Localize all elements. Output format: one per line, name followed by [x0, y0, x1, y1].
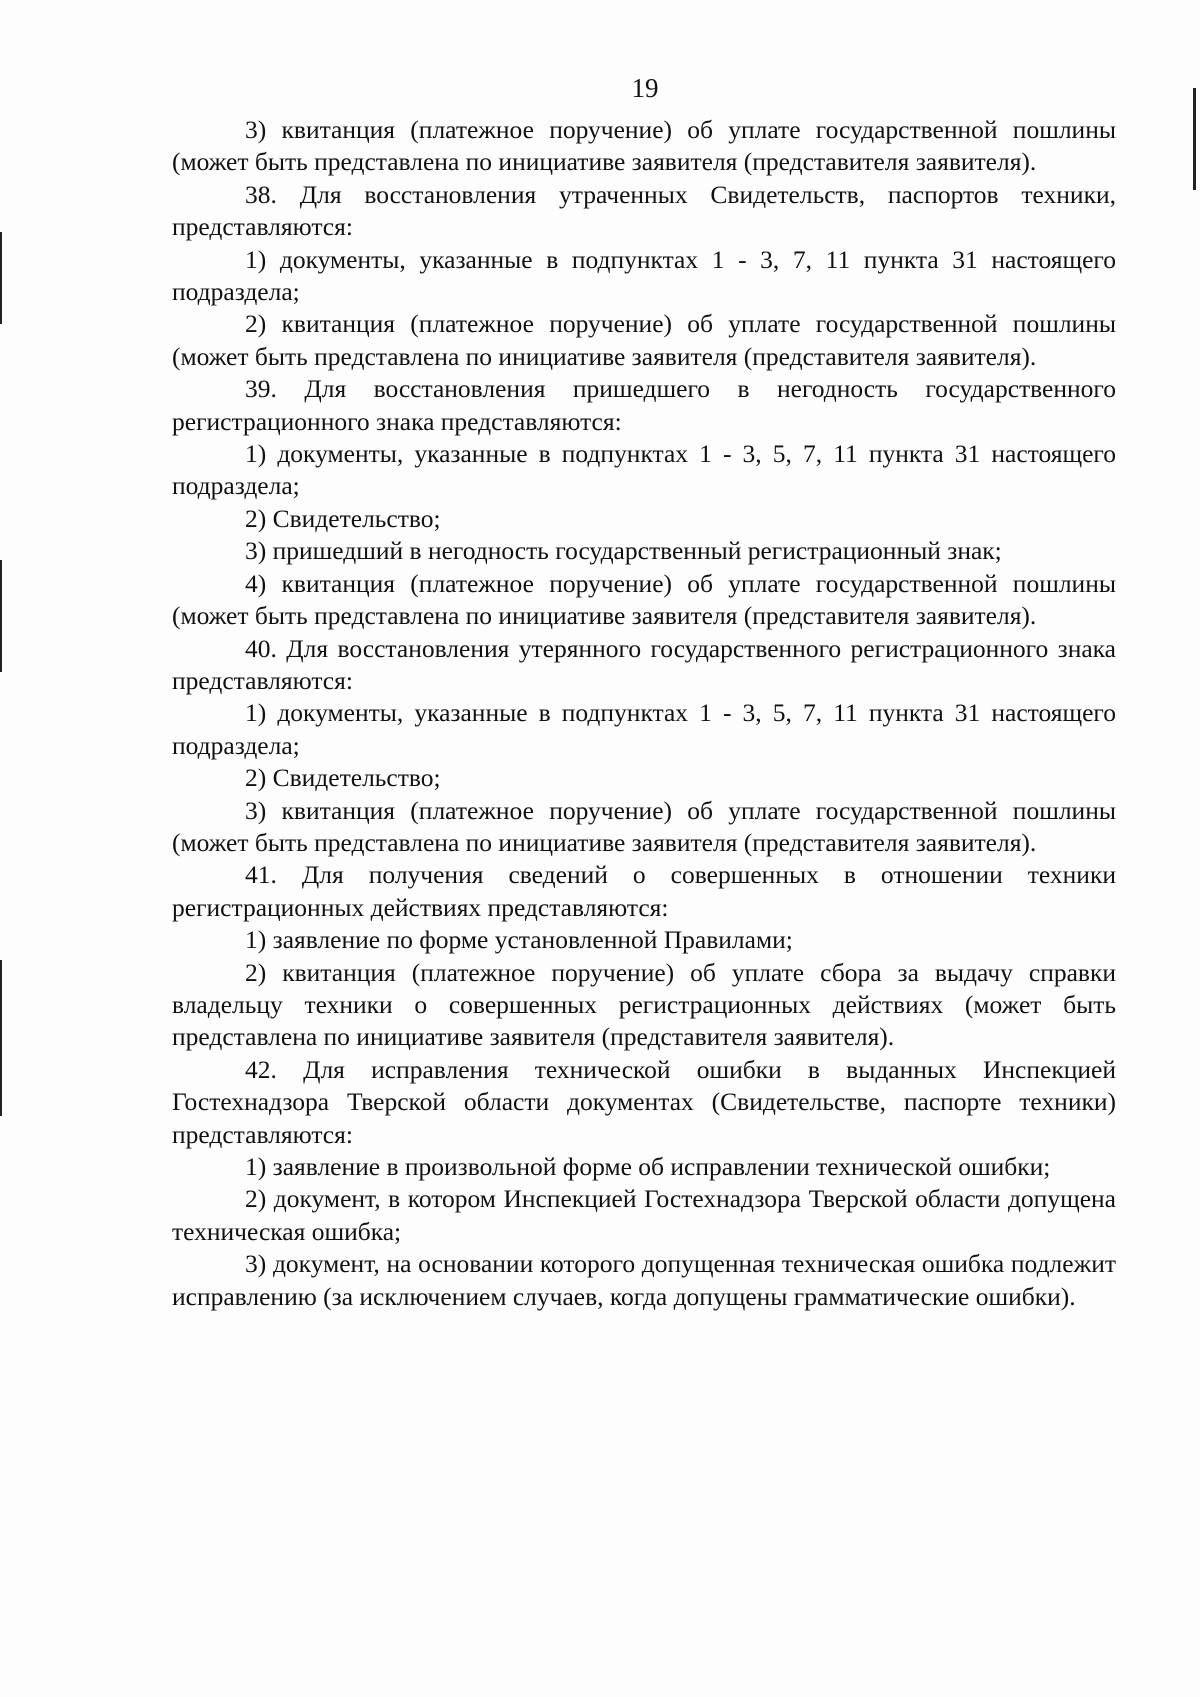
paragraph: 2) квитанция (платежное поручение) об уплате сбора за выдачу справки владельцу техники о совершенных регистрационных действиях (может быть представлена по инициативе заявителя (представителя заявителя).: [172, 957, 1116, 1052]
paragraph: 3) квитанция (платежное поручение) об уплате государственной пошлины (может быть представлена по инициативе заявителя (представителя заявителя).: [172, 795, 1116, 857]
scan-edge-mark: [0, 960, 2, 1116]
scan-edge-mark: [0, 560, 2, 672]
paragraph: 3) квитанция (платежное поручение) об уплате государственной пошлины (может быть представлена по инициативе заявителя (представителя заявителя).: [172, 115, 1116, 177]
paragraph: 1) документы, указанные в подпунктах 1 - 3, 7, 11 пункта 31 настоящего подраздела;: [172, 244, 1116, 307]
paragraph: 1) документы, указанные в подпунктах 1 - 3, 5, 7, 11 пункта 31 настоящего подраздела;: [172, 698, 1116, 760]
paragraph: 40. Для восстановления утерянного государственного регистрационного знака представляются:: [172, 633, 1116, 695]
paragraph: 3) документ, на основании которого допущенная техническая ошибка подлежит исправлению (за исключением случаев, когда допущены грамматические ошибки).: [172, 1249, 1116, 1311]
paragraph: 38. Для восстановления утраченных Свидетельств, паспортов техники, представляются:: [172, 179, 1116, 242]
paragraph: 2) Свидетельство;: [245, 503, 441, 533]
document-body: [172, 114, 1116, 1313]
paragraph: 2) Свидетельство;: [245, 763, 441, 793]
paragraph: 1) заявление в произвольной форме об исправлении технической ошибки;: [245, 1152, 1051, 1181]
scan-edge-mark: [0, 232, 2, 324]
paragraph: 39. Для восстановления пришедшего в негодность государственного регистрационного знака представляются:: [172, 374, 1116, 436]
paragraph: 4) квитанция (платежное поручение) об уплате государственной пошлины (может быть представлена по инициативе заявителя (представителя заявителя).: [172, 568, 1116, 631]
paragraph: 2) документ, в котором Инспекцией Гостехнадзора Тверской области допущена техническая ошибка;: [172, 1184, 1116, 1246]
paragraph: 41. Для получения сведений о совершенных в отношении техники регистрационных действиях представляются:: [172, 860, 1116, 922]
paragraph: 1) документы, указанные в подпунктах 1 - 3, 5, 7, 11 пункта 31 настоящего подраздела;: [172, 439, 1116, 501]
paragraph: 3) пришедший в негодность государственный регистрационный знак;: [245, 536, 1002, 566]
paragraph: 42. Для исправления технической ошибки в выданных Инспекцией Гостехнадзора Тверской области документах (Свидетельстве, паспорте техники) представляются:: [172, 1054, 1116, 1149]
paragraph: 2) квитанция (платежное поручение) об уплате государственной пошлины (может быть представлена по инициативе заявителя (представителя заявителя).: [172, 309, 1116, 371]
page-number: 19: [631, 73, 659, 103]
paragraph: 1) заявление по форме установленной Правилами;: [245, 925, 793, 955]
